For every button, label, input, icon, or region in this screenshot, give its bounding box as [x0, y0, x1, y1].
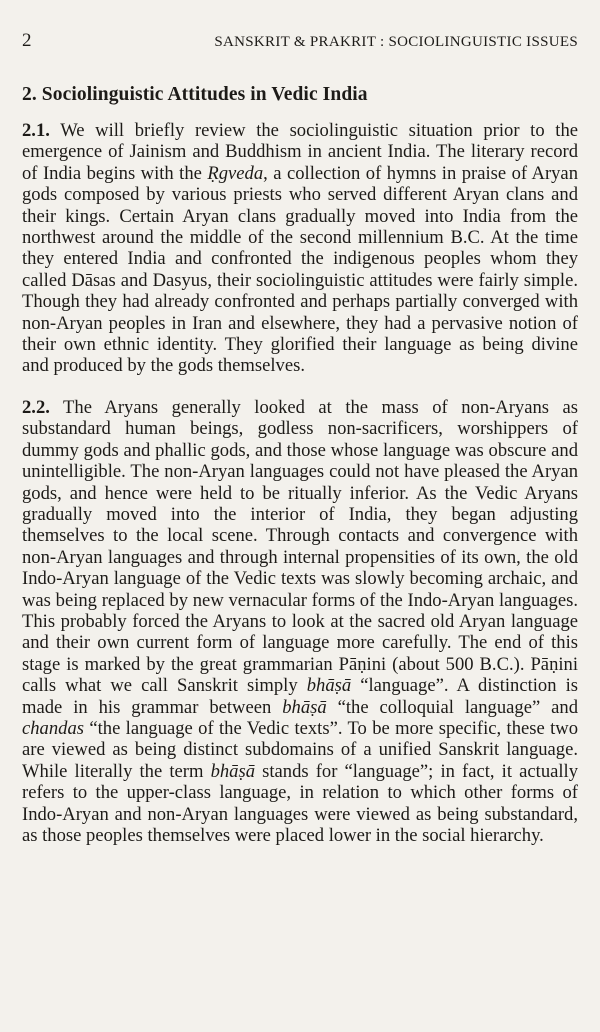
- running-title: SANSKRIT & PRAKRIT : SOCIOLINGUISTIC ISSUES: [214, 34, 578, 50]
- running-head: [22, 30, 578, 52]
- section-heading: 2. Sociolinguistic Attitudes in Vedic India: [22, 84, 368, 105]
- page-number: 2: [22, 30, 32, 51]
- italic-term: bhāṣā: [210, 760, 255, 782]
- paragraph-text: , a collection of hymns in praise of Aryan gods composed by various priests who served different Aryan clans and their kings. Certain Aryan clans gradually moved into India from the northwest around the middle of the second millennium B.C. At the time they entered India and confronted the indigenous peoples whom they called Dāsas and Dasyus, their sociolinguistic attitudes were fairly simple. Though they had already confronted and perhaps partially converged with non-Aryan peoples in Iran and elsewhere, they had a pervasive notion of their own ethnic identity. They glorified their language as being divine and produced by the gods themselves.: [22, 162, 578, 377]
- paragraph-text: We will briefly review the sociolinguistic situation prior to the emergence of Jainism and Buddhism in ancient India. The literary record of India begins with the: [22, 120, 578, 184]
- paragraph-text: The Aryans generally looked at the mass of non-Aryans as substandard human beings, godless non-sacrificers, worshippers of dummy gods and phallic gods, and those whose language was obscure and unintelligible. The non-Aryan languages could not have pleased the Aryan gods, and hence were held to be ritually inferior. As the Vedic Aryans gradually moved into the interior of India, they began adjusting themselves to the local scene. Through contacts and convergence with non-Aryan languages and through internal propensities of its own, the old Indo-Aryan language of the Vedic texts was slowly becoming archaic, and was being replaced by new vernacular forms of the Indo-Aryan languages. This probably forced the Aryans to look at the sacred old Aryan language and their own current form of language more carefully. The end of this stage is marked by the great grammarian Pāṇini (about 500 B.C.). Pāṇini calls what we call Sanskrit simply: [22, 396, 578, 697]
- paragraph-number: 2.1.: [22, 120, 50, 141]
- paragraph-text: “the colloquial language” and: [326, 696, 578, 718]
- paragraph-text: stands for “language”; in fact, it actually refers to the upper-class language, in relation to which other forms of Indo-Aryan and non-Aryan languages were viewed as being substandard, as those peoples themselves were placed lower in the social hierarchy.: [22, 760, 578, 846]
- paragraph-2-1: [22, 120, 578, 377]
- italic-term: bhāṣā: [306, 675, 352, 697]
- italic-term: chandas: [22, 717, 84, 739]
- paragraph-2-2: [22, 397, 578, 847]
- paragraph-text: “the language of the Vedic texts”. To be more specific, these two are viewed as being distinct subdomains of a unified Sanskrit language. While literally the term: [22, 717, 578, 782]
- paragraph-text: “language”. A distinction is made in his grammar between: [22, 675, 578, 718]
- paragraph-number: 2.2.: [22, 396, 50, 418]
- italic-term: bhāṣā: [282, 696, 327, 718]
- italic-term: Ṛgveda: [207, 162, 264, 184]
